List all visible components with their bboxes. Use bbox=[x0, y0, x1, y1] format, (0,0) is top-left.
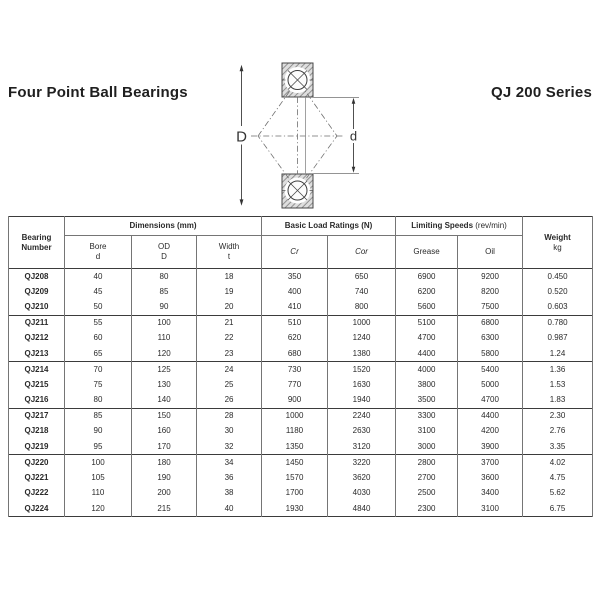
cell-weight: 0.520 bbox=[523, 284, 593, 300]
cell-grease: 5100 bbox=[396, 315, 458, 331]
table-body bbox=[9, 269, 593, 517]
cell-bore: 95 bbox=[65, 439, 132, 455]
table-row bbox=[9, 331, 593, 347]
cell-oil: 5400 bbox=[458, 362, 523, 378]
table-row bbox=[9, 455, 593, 471]
cell-cr: 1180 bbox=[262, 424, 328, 440]
cell-cr: 410 bbox=[262, 300, 328, 316]
cell-bearing: QJ215 bbox=[9, 377, 65, 393]
cell-cr: 1350 bbox=[262, 439, 328, 455]
table-row bbox=[9, 315, 593, 331]
cell-grease: 3100 bbox=[396, 424, 458, 440]
cell-od: 215 bbox=[132, 501, 197, 517]
cell-cor: 1520 bbox=[328, 362, 396, 378]
cell-cor: 1940 bbox=[328, 393, 396, 409]
cell-weight: 5.62 bbox=[523, 486, 593, 502]
bore-diameter-label: d bbox=[349, 128, 358, 144]
cell-od: 180 bbox=[132, 455, 197, 471]
cell-cor: 4030 bbox=[328, 486, 396, 502]
cell-bearing: QJ211 bbox=[9, 315, 65, 331]
cell-weight: 0.450 bbox=[523, 269, 593, 285]
cell-oil: 5000 bbox=[458, 377, 523, 393]
cell-od: 125 bbox=[132, 362, 197, 378]
cell-weight: 1.53 bbox=[523, 377, 593, 393]
cell-bearing: QJ208 bbox=[9, 269, 65, 285]
cell-width: 38 bbox=[197, 486, 262, 502]
cell-bore: 40 bbox=[65, 269, 132, 285]
cell-bore: 60 bbox=[65, 331, 132, 347]
cell-cr: 900 bbox=[262, 393, 328, 409]
cell-width: 36 bbox=[197, 470, 262, 486]
cell-bearing: QJ214 bbox=[9, 362, 65, 378]
cell-od: 90 bbox=[132, 300, 197, 316]
cell-oil: 3400 bbox=[458, 486, 523, 502]
col-header-bearing-number: Bearing Number bbox=[9, 217, 65, 269]
cell-bore: 65 bbox=[65, 346, 132, 362]
cell-bearing: QJ224 bbox=[9, 501, 65, 517]
cell-cor: 650 bbox=[328, 269, 396, 285]
cell-oil: 7500 bbox=[458, 300, 523, 316]
cell-oil: 4200 bbox=[458, 424, 523, 440]
cell-bore: 100 bbox=[65, 455, 132, 471]
cell-bore: 80 bbox=[65, 393, 132, 409]
cell-bearing: QJ213 bbox=[9, 346, 65, 362]
table-row bbox=[9, 377, 593, 393]
cell-cr: 770 bbox=[262, 377, 328, 393]
cell-cor: 1380 bbox=[328, 346, 396, 362]
cell-grease: 4700 bbox=[396, 331, 458, 347]
cell-bearing: QJ219 bbox=[9, 439, 65, 455]
page-title: Four Point Ball Bearings bbox=[8, 84, 188, 101]
cell-weight: 2.76 bbox=[523, 424, 593, 440]
cell-grease: 2300 bbox=[396, 501, 458, 517]
cell-weight: 0.780 bbox=[523, 315, 593, 331]
cell-cr: 680 bbox=[262, 346, 328, 362]
cell-weight: 6.75 bbox=[523, 501, 593, 517]
cell-oil: 9200 bbox=[458, 269, 523, 285]
cell-bearing: QJ209 bbox=[9, 284, 65, 300]
col-group-load-ratings: Basic Load Ratings (N) bbox=[262, 217, 396, 236]
cell-cr: 350 bbox=[262, 269, 328, 285]
col-header-weight: Weight kg bbox=[523, 217, 593, 269]
cell-cr: 620 bbox=[262, 331, 328, 347]
cell-cor: 1000 bbox=[328, 315, 396, 331]
cell-weight: 1.24 bbox=[523, 346, 593, 362]
table-row bbox=[9, 501, 593, 517]
col-header-oil: Oil bbox=[458, 236, 523, 269]
cell-grease: 4400 bbox=[396, 346, 458, 362]
cell-oil: 8200 bbox=[458, 284, 523, 300]
cell-weight: 1.83 bbox=[523, 393, 593, 409]
cell-weight: 3.35 bbox=[523, 439, 593, 455]
cell-grease: 6900 bbox=[396, 269, 458, 285]
cell-weight: 0.987 bbox=[523, 331, 593, 347]
cell-cor: 4840 bbox=[328, 501, 396, 517]
table-row bbox=[9, 284, 593, 300]
cell-oil: 6800 bbox=[458, 315, 523, 331]
cell-weight: 4.02 bbox=[523, 455, 593, 471]
col-header-cr: Cr bbox=[262, 236, 328, 269]
table-row bbox=[9, 424, 593, 440]
cell-bore: 85 bbox=[65, 408, 132, 424]
cell-grease: 3800 bbox=[396, 377, 458, 393]
cell-bearing: QJ212 bbox=[9, 331, 65, 347]
cell-width: 21 bbox=[197, 315, 262, 331]
cell-grease: 5600 bbox=[396, 300, 458, 316]
cell-bore: 90 bbox=[65, 424, 132, 440]
cell-grease: 6200 bbox=[396, 284, 458, 300]
col-header-bore: Bore d bbox=[65, 236, 132, 269]
col-header-grease: Grease bbox=[396, 236, 458, 269]
cell-grease: 3000 bbox=[396, 439, 458, 455]
cell-od: 150 bbox=[132, 408, 197, 424]
cell-od: 190 bbox=[132, 470, 197, 486]
cell-weight: 0.603 bbox=[523, 300, 593, 316]
cell-bore: 110 bbox=[65, 486, 132, 502]
cell-bearing: QJ222 bbox=[9, 486, 65, 502]
bearing-cross-section-diagram bbox=[225, 55, 385, 215]
series-title: QJ 200 Series bbox=[490, 84, 592, 101]
cell-cr: 1570 bbox=[262, 470, 328, 486]
cell-cor: 800 bbox=[328, 300, 396, 316]
cell-width: 19 bbox=[197, 284, 262, 300]
outer-diameter-label: D bbox=[236, 128, 247, 146]
cell-width: 26 bbox=[197, 393, 262, 409]
col-header-cor: Cor bbox=[328, 236, 396, 269]
cell-bore: 70 bbox=[65, 362, 132, 378]
cell-oil: 4700 bbox=[458, 393, 523, 409]
table-row bbox=[9, 408, 593, 424]
cell-od: 200 bbox=[132, 486, 197, 502]
table-row bbox=[9, 346, 593, 362]
table-row bbox=[9, 362, 593, 378]
cell-grease: 3500 bbox=[396, 393, 458, 409]
table-row bbox=[9, 470, 593, 486]
cell-bearing: QJ218 bbox=[9, 424, 65, 440]
cell-cor: 2240 bbox=[328, 408, 396, 424]
cell-width: 25 bbox=[197, 377, 262, 393]
cell-weight: 4.75 bbox=[523, 470, 593, 486]
cell-oil: 6300 bbox=[458, 331, 523, 347]
cell-cor: 3120 bbox=[328, 439, 396, 455]
cell-width: 30 bbox=[197, 424, 262, 440]
cell-od: 100 bbox=[132, 315, 197, 331]
cell-width: 20 bbox=[197, 300, 262, 316]
cell-width: 23 bbox=[197, 346, 262, 362]
cell-od: 140 bbox=[132, 393, 197, 409]
cell-bore: 75 bbox=[65, 377, 132, 393]
table-row bbox=[9, 486, 593, 502]
cell-oil: 3700 bbox=[458, 455, 523, 471]
table-row bbox=[9, 300, 593, 316]
cell-cor: 3620 bbox=[328, 470, 396, 486]
cell-bearing: QJ217 bbox=[9, 408, 65, 424]
cell-oil: 3900 bbox=[458, 439, 523, 455]
cell-bore: 120 bbox=[65, 501, 132, 517]
cell-width: 18 bbox=[197, 269, 262, 285]
bearings-spec-table bbox=[8, 216, 593, 517]
table-row bbox=[9, 393, 593, 409]
cell-width: 28 bbox=[197, 408, 262, 424]
cell-grease: 3300 bbox=[396, 408, 458, 424]
cell-bore: 105 bbox=[65, 470, 132, 486]
cell-cor: 2630 bbox=[328, 424, 396, 440]
cell-cr: 1700 bbox=[262, 486, 328, 502]
cell-grease: 4000 bbox=[396, 362, 458, 378]
cell-bore: 50 bbox=[65, 300, 132, 316]
cell-cor: 740 bbox=[328, 284, 396, 300]
cell-weight: 2.30 bbox=[523, 408, 593, 424]
cell-oil: 5800 bbox=[458, 346, 523, 362]
cell-width: 22 bbox=[197, 331, 262, 347]
cell-od: 160 bbox=[132, 424, 197, 440]
cell-cor: 3220 bbox=[328, 455, 396, 471]
cell-width: 40 bbox=[197, 501, 262, 517]
cell-bore: 45 bbox=[65, 284, 132, 300]
table-row bbox=[9, 269, 593, 285]
cell-bearing: QJ221 bbox=[9, 470, 65, 486]
cell-od: 120 bbox=[132, 346, 197, 362]
cell-weight: 1.36 bbox=[523, 362, 593, 378]
cell-cor: 1240 bbox=[328, 331, 396, 347]
cell-cr: 400 bbox=[262, 284, 328, 300]
cell-cr: 510 bbox=[262, 315, 328, 331]
cell-od: 130 bbox=[132, 377, 197, 393]
cell-od: 85 bbox=[132, 284, 197, 300]
cell-bearing: QJ220 bbox=[9, 455, 65, 471]
col-header-od: OD D bbox=[132, 236, 197, 269]
cell-grease: 2800 bbox=[396, 455, 458, 471]
cell-cr: 730 bbox=[262, 362, 328, 378]
col-group-dimensions: Dimensions (mm) bbox=[65, 217, 262, 236]
cell-bearing: QJ210 bbox=[9, 300, 65, 316]
cell-od: 170 bbox=[132, 439, 197, 455]
cell-width: 34 bbox=[197, 455, 262, 471]
cell-bearing: QJ216 bbox=[9, 393, 65, 409]
cell-od: 110 bbox=[132, 331, 197, 347]
cell-cor: 1630 bbox=[328, 377, 396, 393]
cell-oil: 3100 bbox=[458, 501, 523, 517]
col-header-width: Width t bbox=[197, 236, 262, 269]
col-group-limiting-speeds: Limiting Speeds (rev/min) bbox=[396, 217, 523, 236]
cell-bore: 55 bbox=[65, 315, 132, 331]
cell-cr: 1000 bbox=[262, 408, 328, 424]
table-row bbox=[9, 439, 593, 455]
cell-od: 80 bbox=[132, 269, 197, 285]
cell-cr: 1450 bbox=[262, 455, 328, 471]
cell-width: 24 bbox=[197, 362, 262, 378]
cell-cr: 1930 bbox=[262, 501, 328, 517]
cell-grease: 2500 bbox=[396, 486, 458, 502]
cell-oil: 3600 bbox=[458, 470, 523, 486]
cell-grease: 2700 bbox=[396, 470, 458, 486]
cell-width: 32 bbox=[197, 439, 262, 455]
cell-oil: 4400 bbox=[458, 408, 523, 424]
